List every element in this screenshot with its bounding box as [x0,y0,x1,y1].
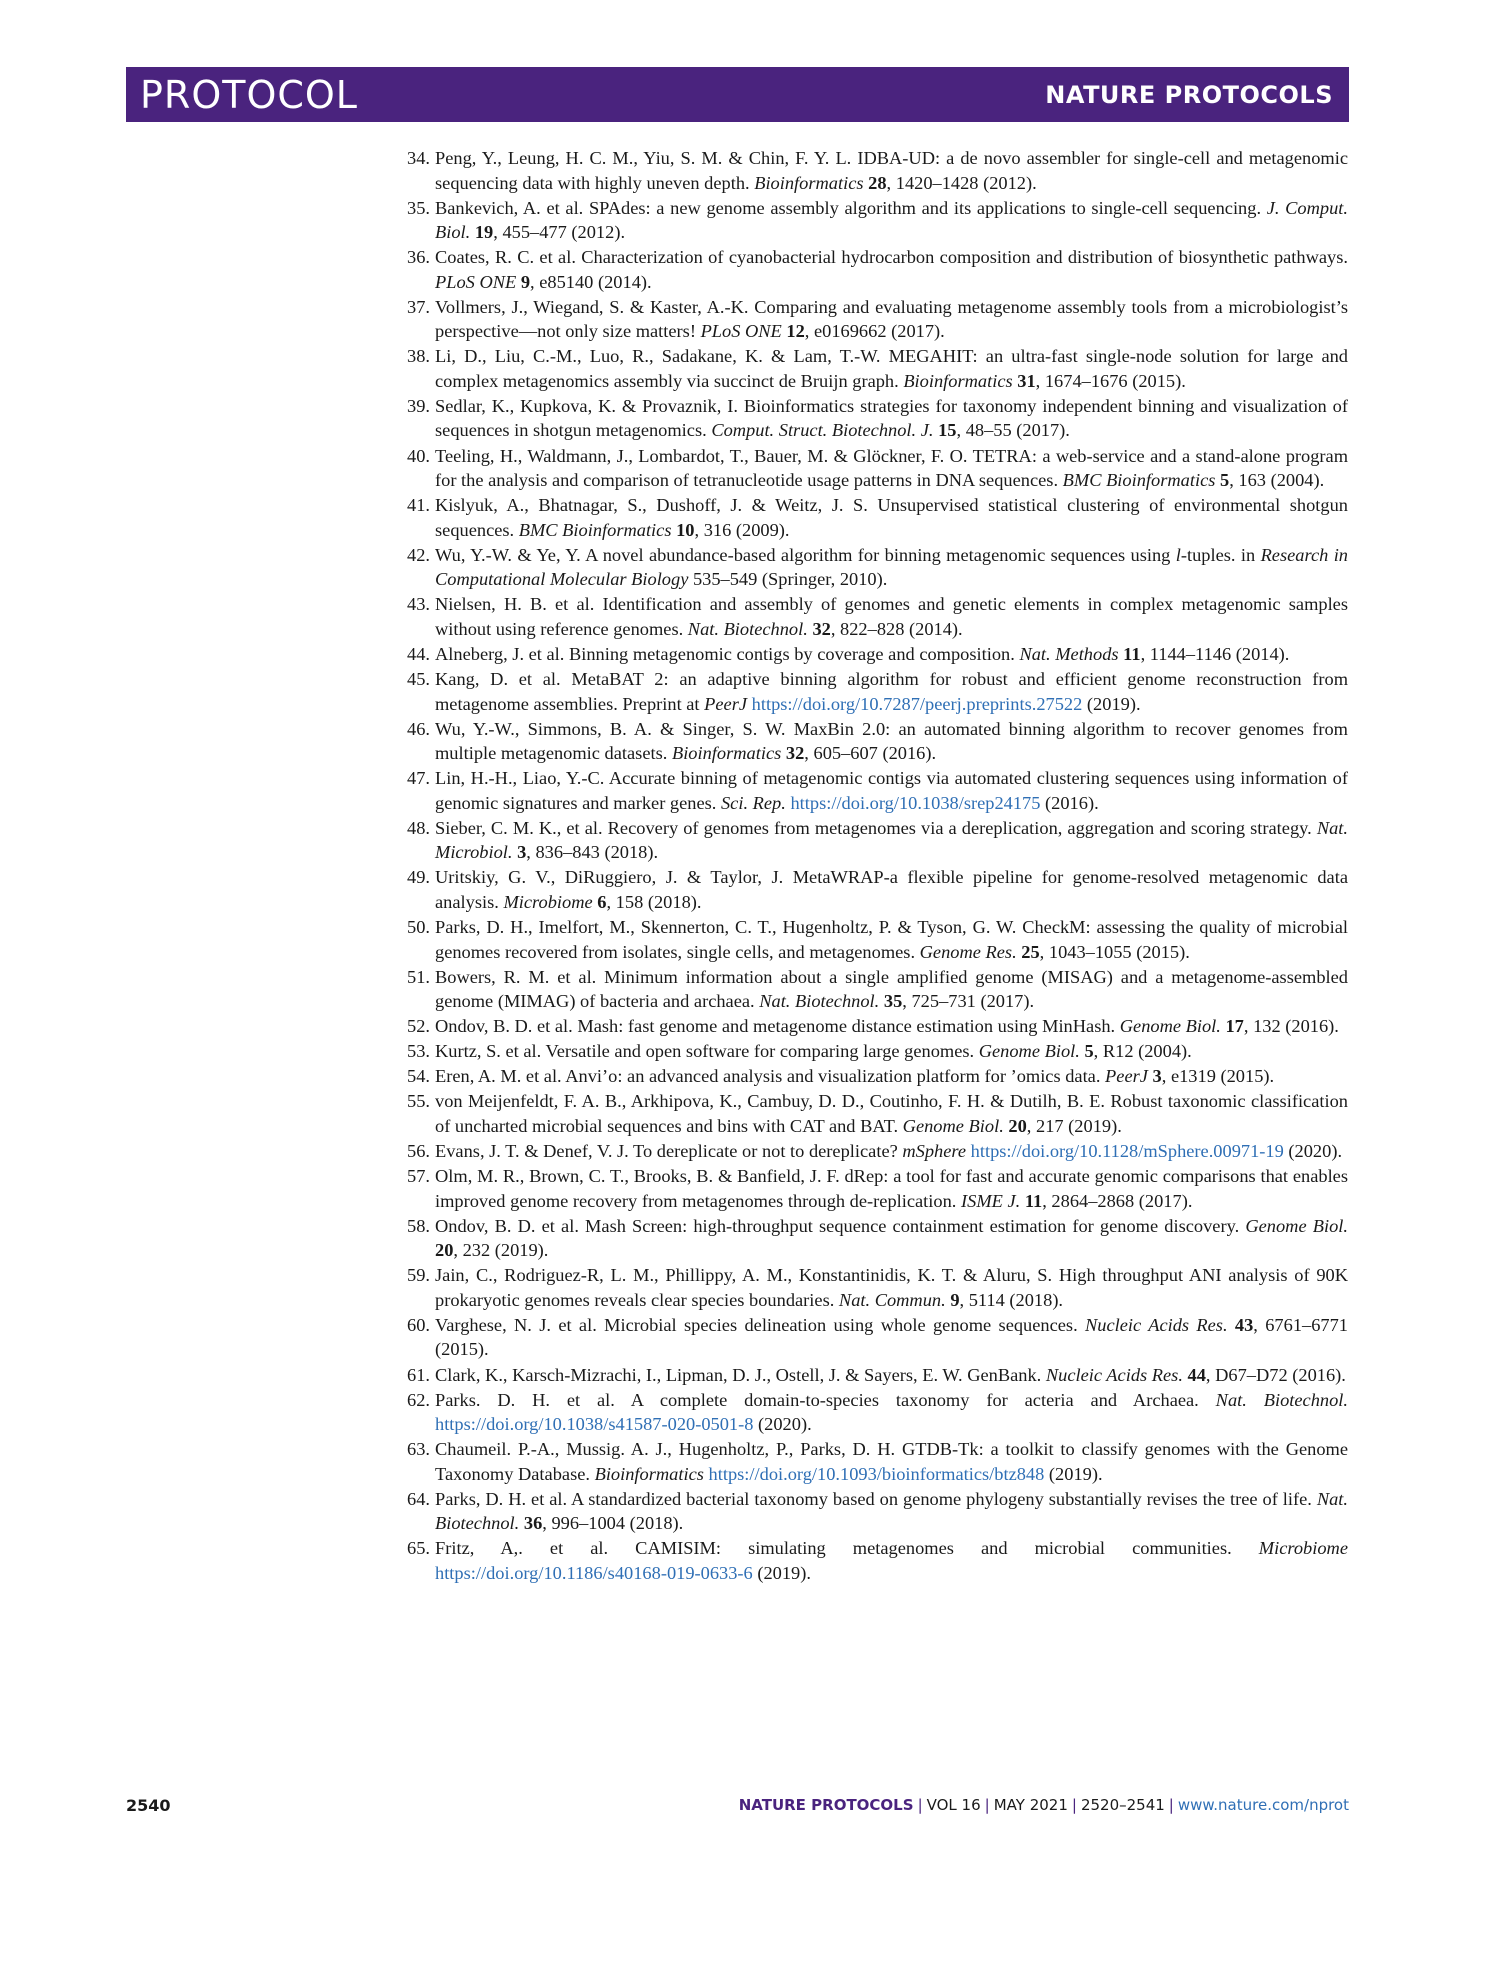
reference-italic-text: l [1175,544,1181,565]
reference-number: 58. [407,1215,430,1236]
header-banner [126,67,1349,122]
reference-italic-text: Nat. Commun. [838,1289,946,1310]
footer-pages: 2520–2541 [1080,1796,1165,1814]
reference-item [392,1437,1348,1486]
reference-italic-text: Nat. Biotechnol. [687,618,808,639]
reference-text: , 163 (2004). [1229,470,1325,491]
reference-italic-text: Nat. Biotechnol. [435,1488,1348,1534]
reference-number: 60. [407,1314,430,1335]
reference-text: , 605–607 (2016). [804,743,937,764]
reference-italic-text: Genome Biol. [1119,1016,1221,1037]
reference-volume: 32 [785,743,805,764]
reference-italic-text: Nat. Methods [1019,643,1119,664]
reference-item [392,1263,1348,1312]
reference-italic-text: Nat. Microbiol. [435,817,1348,863]
footer-separator: | [1168,1796,1174,1814]
reference-item [392,1014,1348,1039]
reference-text: , 725–731 (2017). [902,991,1035,1012]
reference-item [392,766,1348,815]
reference-number: 36. [407,247,430,268]
reference-italic-text: Bioinformatics [594,1463,704,1484]
reference-number: 55. [407,1091,430,1112]
reference-item [392,344,1348,393]
reference-italic-text: Bioinformatics [671,743,782,764]
reference-item [392,1388,1348,1437]
reference-volume: 10 [676,519,695,540]
reference-volume: 15 [938,420,957,441]
reference-item [392,915,1348,964]
reference-volume: 11 [1123,643,1141,664]
reference-number: 64. [407,1488,430,1509]
reference-volume: 3 [517,842,527,863]
reference-volume: 17 [1225,1016,1244,1037]
reference-volume: 6 [597,891,607,912]
page-number: 2540 [126,1796,171,1815]
footer-volume: VOL 16 [926,1796,981,1814]
reference-item [392,1139,1348,1164]
reference-volume: 11 [1024,1190,1043,1211]
reference-italic-text: Microbiome [1258,1538,1348,1559]
reference-italic-text: PLoS ONE [700,321,782,342]
reference-number: 63. [407,1439,430,1460]
reference-text: Ondov, B. D. et al. Mash: fast genome and metagenome distance estimation using MinHash. [435,1016,1120,1037]
reference-number: 47. [407,768,430,789]
reference-item [392,717,1348,766]
reference-text: Lin, H.-H., Liao, Y.-C. Accurate binning of metagenomic contigs via automated clustering sequences using information of genomic signatures and marker genes. [435,768,1348,813]
reference-item [392,1039,1348,1064]
reference-item [392,394,1348,443]
reference-volume: 20 [1008,1115,1027,1136]
reference-text: , e1319 (2015). [1161,1066,1275,1087]
reference-text: Olm, M. R., Brown, C. T., Brooks, B. & Banfield, J. F. dRep: a tool for fast and accurate genomic comparisons that enables improved genome recovery from metagenomes through de-replication. [435,1166,1348,1211]
reference-text: Bowers, R. M. et al. Minimum information about a single amplified genome (MISAG) and a metagenome-assembled genome (MIMAG) of bacteria and archaea. [435,966,1348,1012]
reference-list [392,146,1348,1586]
reference-text: Fritz, A,. et al. CAMISIM: simulating metagenomes and microbial communities. [435,1538,1259,1559]
reference-text: Eren, A. M. et al. Anvi’o: an advanced analysis and visualization platform for ’omics data. [435,1066,1106,1087]
reference-text: (2019). [1082,693,1141,714]
reference-italic-text: Comput. Struct. Biotechnol. J. [711,420,934,441]
reference-text: , 455–477 (2012). [493,222,626,243]
reference-italic-text: BMC Bioinformatics [1062,470,1216,491]
reference-text: (2016). [1040,792,1099,813]
reference-item [392,196,1348,245]
reference-italic-text: J. Comput. Biol. [435,197,1348,243]
reference-item [392,865,1348,914]
reference-text: (2020). [1283,1141,1343,1162]
reference-number: 48. [407,817,430,838]
footer-separator: | [984,1796,990,1814]
reference-number: 50. [407,917,430,937]
reference-number: 62. [407,1389,430,1410]
reference-text: Parks. D. H. et al. A complete domain-to-species taxonomy for acteria and Archaea. [435,1389,1216,1410]
reference-text: , 1043–1055 (2015). [1039,941,1190,962]
reference-volume: 31 [1017,370,1036,391]
reference-text: 535–549 (Springer, 2010). [688,569,888,590]
reference-number: 54. [407,1066,430,1087]
reference-italic-text: Nucleic Acids Res. [1045,1364,1183,1385]
reference-text: Evans, J. T. & Denef, V. J. To dereplicate or not to dereplicate? [435,1141,903,1162]
reference-number: 52. [407,1016,430,1037]
reference-text: von Meijenfeldt, F. A. B., Arkhipova, K., Cambuy, D. D., Coutinho, F. H. & Dutilh, B. E. Robust taxonomic classification of uncharted microbial sequences and bins with CAT and BAT. [435,1091,1348,1136]
reference-text: Chaumeil. P.-A., Mussig. A. J., Hugenholtz, P., Parks, D. H. GTDB-Tk: a toolkit to classify genomes with the Genome Taxonomy Database. [435,1439,1348,1484]
reference-item [392,295,1348,344]
reference-volume: 20 [435,1240,454,1261]
reference-number: 42. [407,544,430,565]
reference-text: , e85140 (2014). [530,271,652,292]
reference-italic-text: PeerJ [1105,1066,1148,1087]
reference-volume: 35 [883,991,903,1012]
reference-text: , e0169662 (2017). [804,321,945,342]
reference-number: 45. [407,669,430,690]
reference-volume: 9 [520,271,531,292]
reference-number: 35. [407,197,430,218]
reference-volume: 3 [1152,1066,1162,1087]
journal-label: NATURE PROTOCOLS [1045,80,1333,109]
reference-volume: 25 [1021,941,1040,962]
reference-text: -tuples. in [1180,544,1261,565]
reference-item [392,965,1348,1014]
reference-text: , 1420–1428 (2012). [886,172,1037,193]
reference-number: 57. [407,1166,430,1187]
reference-italic-text: Microbiome [503,891,593,912]
reference-volume: 36 [523,1513,543,1534]
reference-italic-text: Research in Computational Molecular Biology [435,544,1348,590]
reference-text: , 1144–1146 (2014). [1140,643,1290,664]
reference-italic-text: Genome Biol. [1245,1215,1349,1236]
reference-text: Kurtz, S. et al. Versatile and open software for comparing large genomes. [435,1041,979,1062]
reference-italic-text: PeerJ [704,693,748,714]
reference-text: , 822–828 (2014). [830,618,963,639]
reference-text: Nielsen, H. B. et al. Identification and assembly of genomes and genetic elements in complex metagenomic samples without using reference genomes. [435,594,1348,639]
reference-text: Li, D., Liu, C.-M., Luo, R., Sadakane, K. & Lam, T.-W. MEGAHIT: an ultra-fast single-node solution for large and complex metagenomics assembly via succinct de Bruijn graph. [435,346,1348,391]
reference-text: Clark, K., Karsch-Mizrachi, I., Lipman, D. J., Ostell, J. & Sayers, E. W. GenBank. [435,1364,1046,1385]
footer-url-link[interactable]: www.nature.com/nprot [1177,1796,1349,1814]
reference-number: 59. [407,1265,430,1286]
reference-number: 65. [407,1538,430,1559]
reference-doi-link[interactable]: https://doi.org/10.7287/peerj.preprints.27522 [751,693,1083,714]
reference-item [392,1363,1348,1388]
reference-text: , R12 (2004). [1093,1041,1192,1062]
footer-separator: | [917,1796,923,1814]
reference-number: 38. [407,346,430,367]
reference-text: (2019). [752,1562,811,1583]
reference-text: Ondov, B. D. et al. Mash Screen: high-throughput sequence containment estimation for genome discovery. [435,1215,1246,1236]
reference-number: 40. [407,445,430,466]
reference-number: 61. [407,1364,430,1385]
reference-item [392,1313,1348,1362]
reference-text: , 996–1004 (2018). [542,1513,684,1534]
reference-italic-text: BMC Bioinformatics [518,519,672,540]
reference-doi-link[interactable]: https://doi.org/10.1038/s41587-020-0501-8 [435,1414,754,1435]
reference-italic-text: Genome Biol. [978,1041,1080,1062]
reference-text: Wu, Y.-W. & Ye, Y. A novel abundance-based algorithm for binning metagenomic sequences using [435,544,1176,565]
reference-italic-text: Nat. Biotechnol. [759,991,880,1012]
reference-text: , 217 (2019). [1026,1115,1122,1136]
reference-italic-text: Nucleic Acids Res. [1085,1314,1228,1335]
reference-text: , 232 (2019). [453,1240,549,1261]
reference-text: Coates, R. C. et al. Characterization of cyanobacterial hydrocarbon composition and distribution of biosynthetic pathways. [435,247,1348,268]
reference-item [392,1214,1348,1263]
reference-volume: 43 [1234,1314,1254,1335]
reference-number: 39. [407,395,430,416]
reference-text [1228,1315,1235,1335]
reference-text: Teeling, H., Waldmann, J., Lombardot, T., Bauer, M. & Glöckner, F. O. TETRA: a web-service and a stand-alone program for the analysis and comparison of tetranucleotide usage patterns in DNA sequences. [435,445,1348,491]
reference-number: 51. [407,966,430,987]
reference-text: Wu, Y.-W., Simmons, B. A. & Singer, S. W. MaxBin 2.0: an automated binning algorithm to recover genomes from multiple metagenomic datasets. [435,718,1348,764]
reference-volume: 19 [474,222,494,243]
reference-item [392,1064,1348,1089]
reference-item [392,1164,1348,1213]
reference-volume: 12 [786,321,805,342]
reference-number: 56. [407,1141,430,1162]
page-footer [126,1796,1349,1820]
reference-number: 41. [407,495,430,516]
section-label: PROTOCOL [140,72,358,117]
reference-text: , D67–D72 (2016). [1205,1364,1346,1385]
reference-italic-text: PLoS ONE [435,271,517,292]
reference-item [392,1536,1348,1585]
reference-italic-text: Bioinformatics [754,172,864,193]
reference-text: Jain, C., Rodriguez-R, L. M., Phillippy, A. M., Konstantinidis, K. T. & Aluru, S. High throughput ANI analysis of 90K prokaryotic genomes reveals clear species boundaries. [435,1265,1348,1310]
footer-citation [739,1796,1349,1814]
reference-number: 37. [407,296,430,317]
reference-text: Kang, D. et al. MetaBAT 2: an adaptive binning algorithm for robust and efficient genome reconstruction from metagenome assemblies. Preprint at [435,669,1348,714]
reference-text: , 132 (2016). [1243,1016,1339,1037]
reference-item [392,444,1348,493]
reference-text: Sedlar, K., Kupkova, K. & Provaznik, I. Bioinformatics strategies for taxonomy independent binning and visualization of sequences in shotgun metagenomics. [435,395,1348,441]
reference-text: Parks, D. H. et al. A standardized bacterial taxonomy based on genome phylogeny substantially revises the tree of life. [435,1488,1317,1509]
reference-text: , 2864–2868 (2017). [1042,1190,1193,1211]
reference-item [392,816,1348,865]
reference-text: Vollmers, J., Wiegand, S. & Kaster, A.-K. Comparing and evaluating metagenome assembly tools from a microbiologist’s perspective—not only size matters! [435,296,1348,342]
reference-italic-text: Genome Biol. [902,1115,1004,1136]
reference-italic-text: Genome Res. [919,941,1017,962]
reference-text: Peng, Y., Leung, H. C. M., Yiu, S. M. & Chin, F. Y. L. IDBA-UD: a de novo assembler for single-cell and metagenomic sequencing data with highly uneven depth. [435,148,1348,193]
reference-number: 53. [407,1041,430,1062]
reference-italic-text: ISME J. [961,1190,1021,1211]
reference-volume: 5 [1220,470,1230,491]
reference-item [392,543,1348,592]
reference-text: , 316 (2009). [694,519,790,540]
reference-volume: 28 [868,172,887,193]
reference-number: 43. [407,594,430,615]
reference-text: Bankevich, A. et al. SPAdes: a new genome assembly algorithm and its applications to single-cell sequencing. [435,197,1267,218]
reference-text: , 836–843 (2018). [526,842,659,863]
reference-text: (2019). [1044,1463,1103,1484]
reference-text: , 48–55 (2017). [956,420,1070,441]
reference-item [392,642,1348,667]
reference-volume: 5 [1084,1041,1094,1062]
reference-text: Varghese, N. J. et al. Microbial species delineation using whole genome sequences. [435,1314,1086,1335]
reference-item [392,592,1348,641]
reference-volume: 32 [812,618,831,639]
reference-item [392,1487,1348,1536]
reference-text: , 1674–1676 (2015). [1035,370,1186,391]
footer-journal: NATURE PROTOCOLS [738,1796,914,1814]
reference-italic-text: mSphere [902,1141,967,1162]
reference-doi-link[interactable]: https://doi.org/10.1038/srep24175 [790,792,1041,813]
footer-date: MAY 2021 [993,1796,1068,1814]
reference-italic-text: Sci. Rep. [720,792,786,813]
reference-item [392,493,1348,542]
reference-text: Kislyuk, A., Bhatnagar, S., Dushoff, J. & Weitz, J. S. Unsupervised statistical clustering of environmental shotgun sequences. [435,495,1348,540]
reference-doi-link[interactable]: https://doi.org/10.1186/s40168-019-0633-6 [435,1562,753,1583]
reference-item [392,146,1348,195]
reference-volume: 44 [1187,1364,1206,1385]
reference-number: 44. [407,643,430,664]
reference-text: , 6761–6771 (2015). [435,1314,1348,1360]
reference-text: , 5114 (2018). [959,1289,1064,1310]
reference-item [392,1089,1348,1138]
reference-italic-text: Bioinformatics [903,370,1013,391]
reference-text: Uritskiy, G. V., DiRuggiero, J. & Taylor, J. MetaWRAP-a flexible pipeline for genome-resolved metagenomic data analysis. [435,867,1348,912]
reference-text: Sieber, C. M. K., et al. Recovery of genomes from metagenomes via a dereplication, aggregation and scoring strategy. [435,817,1317,838]
reference-doi-link[interactable]: https://doi.org/10.1128/mSphere.00971-19 [970,1141,1284,1162]
reference-item [392,245,1348,294]
reference-number: 49. [407,867,430,888]
reference-text: Alneberg, J. et al. Binning metagenomic contigs by coverage and composition. [435,643,1020,664]
reference-text: , 158 (2018). [606,891,702,912]
reference-item [392,667,1348,716]
reference-number: 46. [407,718,430,739]
reference-text: (2020). [753,1414,812,1435]
reference-text: Parks, D. H., Imelfort, M., Skennerton, C. T., Hugenholtz, P. & Tyson, G. W. CheckM: assessing the quality of microbial genomes recovered from isolates, single cells, and metagenomes. [435,917,1348,962]
reference-doi-link[interactable]: https://doi.org/10.1093/bioinformatics/btz848 [708,1463,1045,1484]
reference-number: 34. [407,148,430,168]
footer-separator: | [1071,1796,1077,1814]
reference-volume: 9 [950,1289,960,1310]
reference-italic-text: Nat. Biotechnol. [1215,1389,1348,1410]
